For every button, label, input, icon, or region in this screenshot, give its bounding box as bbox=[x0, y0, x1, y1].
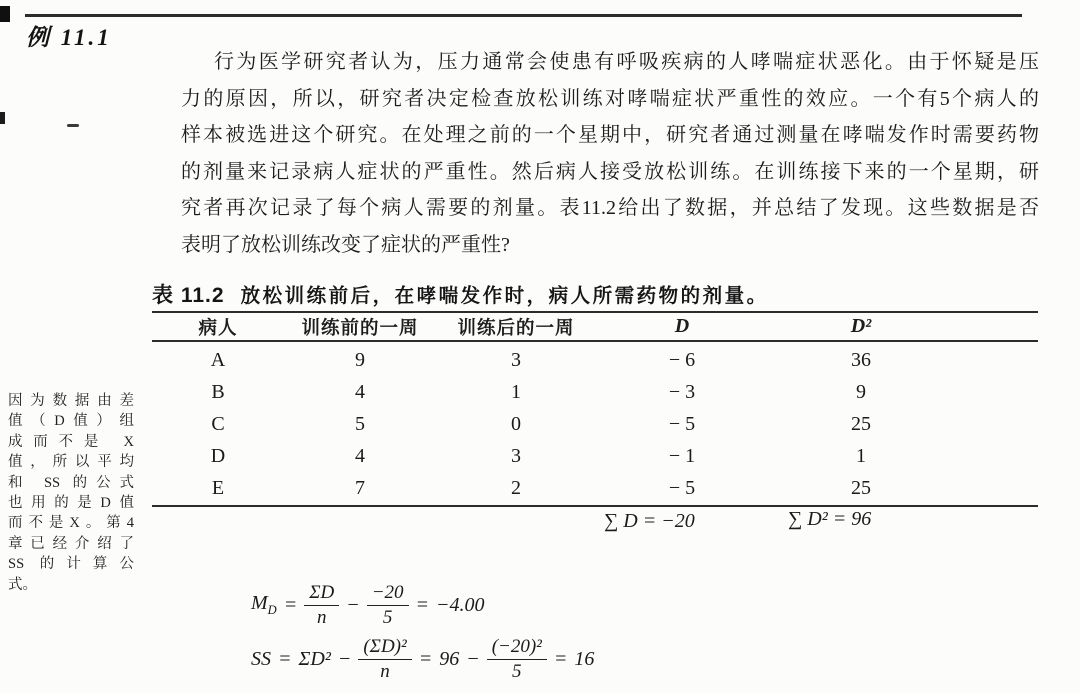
header-cell-week-after: 训练后的一周 bbox=[457, 316, 575, 338]
table-cell: C bbox=[211, 412, 225, 435]
margin-note bbox=[8, 391, 134, 595]
table-cell: 36 bbox=[851, 349, 871, 372]
table-cell: 3 bbox=[511, 444, 521, 467]
table-cell: − 6 bbox=[668, 349, 696, 372]
header-cell-d-squared: D² bbox=[850, 315, 872, 337]
numerator: (−20)² bbox=[487, 636, 547, 659]
sum-d-squared-value: ∑ D² = 96 bbox=[788, 508, 872, 530]
equals-sign: = bbox=[283, 593, 298, 616]
table-cell: E bbox=[211, 476, 225, 499]
formula-result: 16 bbox=[574, 647, 595, 670]
minus-sign: − bbox=[346, 593, 360, 616]
table-cell: 4 bbox=[355, 444, 365, 467]
table-cell: 1 bbox=[856, 444, 866, 467]
table-cell: − 5 bbox=[668, 476, 696, 499]
table-cell: D bbox=[210, 444, 226, 467]
paragraph-line: 样本被选进这个研究。在处理之前的一个星期中，研究者通过测量在哮喘发作时需要药物 bbox=[181, 124, 1039, 147]
margin-note-line: 值（D值）组 bbox=[8, 413, 134, 430]
margin-note-line: 章已经介绍了 bbox=[8, 535, 134, 552]
header-cell-patient: 病人 bbox=[198, 316, 238, 338]
table-cell: 25 bbox=[851, 412, 871, 435]
margin-note-line: SS 的计算公 bbox=[8, 556, 134, 573]
equals-sign: = bbox=[415, 593, 430, 616]
table-cell: − 3 bbox=[668, 381, 696, 404]
table-caption-label: 表 11.2 bbox=[152, 284, 225, 307]
scan-artifact bbox=[0, 112, 5, 124]
example-label: 例 11.1 bbox=[26, 25, 112, 50]
margin-note-line: 也用的是D值 bbox=[8, 495, 134, 512]
fraction bbox=[367, 582, 409, 628]
margin-note-line: 成而不是 X bbox=[8, 433, 134, 450]
denominator: n bbox=[316, 606, 327, 628]
paragraph-line: 力的原因，所以，研究者决定检查放松训练对哮喘症状严重性的效应。一个有5个病人的 bbox=[181, 87, 1039, 110]
header-cell-week-before: 训练前的一周 bbox=[301, 316, 419, 338]
table-cell: 4 bbox=[355, 381, 365, 404]
numerator: −20 bbox=[367, 582, 409, 605]
table-cell: 1 bbox=[511, 381, 521, 404]
data-table bbox=[152, 311, 1038, 507]
formula-term: 96 bbox=[439, 647, 460, 670]
sum-d-value: ∑ D = −20 bbox=[604, 510, 695, 532]
margin-note-line: 和 SS 的公式 bbox=[8, 474, 134, 491]
minus-sign: − bbox=[337, 647, 352, 670]
margin-note-line: 值，所以平均 bbox=[8, 454, 134, 471]
table-cell: A bbox=[210, 349, 226, 372]
fraction bbox=[304, 582, 339, 628]
fraction bbox=[358, 636, 411, 682]
top-rule bbox=[25, 14, 1022, 17]
margin-note-line: 而不是X。第4 bbox=[8, 515, 134, 532]
formula-lhs: SS bbox=[251, 647, 271, 670]
table-cell: − 1 bbox=[668, 444, 696, 467]
table-cell: 9 bbox=[355, 349, 365, 372]
table-cell: 2 bbox=[511, 476, 521, 499]
paragraph-line: 行为医学研究者认为，压力通常会使患有呼吸疾病的人哮喘症状恶化。由于怀疑是压 bbox=[214, 51, 1039, 73]
margin-note-line: 式。 bbox=[8, 576, 37, 593]
numerator: ΣD bbox=[304, 582, 339, 605]
formula-lhs: $M_D$ bbox=[251, 592, 277, 617]
scan-artifact-dash bbox=[67, 124, 79, 127]
table-cell: 3 bbox=[511, 349, 521, 372]
table-header-row bbox=[152, 311, 1038, 342]
margin-note-line: 因为数据由差 bbox=[8, 393, 134, 409]
formula-mean-difference bbox=[251, 579, 485, 631]
fraction bbox=[487, 636, 547, 682]
equals-sign: = bbox=[278, 647, 292, 670]
table-body bbox=[152, 342, 1038, 507]
table-cell: 7 bbox=[355, 476, 365, 499]
equals-sign: = bbox=[418, 647, 433, 670]
denominator: 5 bbox=[512, 660, 522, 682]
table-cell: 5 bbox=[355, 412, 365, 435]
table-cell: − 5 bbox=[668, 412, 696, 435]
header-cell-d: D bbox=[674, 315, 690, 337]
body-paragraph bbox=[181, 44, 1039, 264]
minus-sign: − bbox=[466, 647, 480, 670]
numerator: (ΣD)² bbox=[358, 636, 411, 659]
scan-artifact bbox=[0, 6, 10, 22]
denominator: n bbox=[380, 660, 390, 682]
formula-sum-of-squares bbox=[251, 631, 594, 687]
table-cell: B bbox=[211, 381, 225, 404]
denominator: 5 bbox=[382, 606, 393, 628]
paragraph-line: 究者再次记录了每个病人需要的剂量。表11.2给出了数据，并总结了发现。这些数据是否 bbox=[181, 197, 1039, 220]
paragraph-line: 的剂量来记录病人症状的严重性。然后病人接受放松训练。在训练接下来的一个星期，研 bbox=[181, 160, 1039, 183]
table-cell: 9 bbox=[856, 381, 866, 404]
table-caption-text: 放松训练前后，在哮喘发作时，病人所需药物的剂量。 bbox=[240, 285, 769, 307]
equals-sign: = bbox=[553, 647, 568, 670]
table-caption bbox=[152, 279, 769, 309]
table-cell: 0 bbox=[511, 412, 521, 435]
formula-term: ΣD² bbox=[298, 647, 331, 670]
table-cell: 25 bbox=[851, 476, 871, 499]
formula-result: −4.00 bbox=[436, 593, 485, 616]
paragraph-line: 表明了放松训练改变了症状的严重性? bbox=[181, 233, 510, 256]
